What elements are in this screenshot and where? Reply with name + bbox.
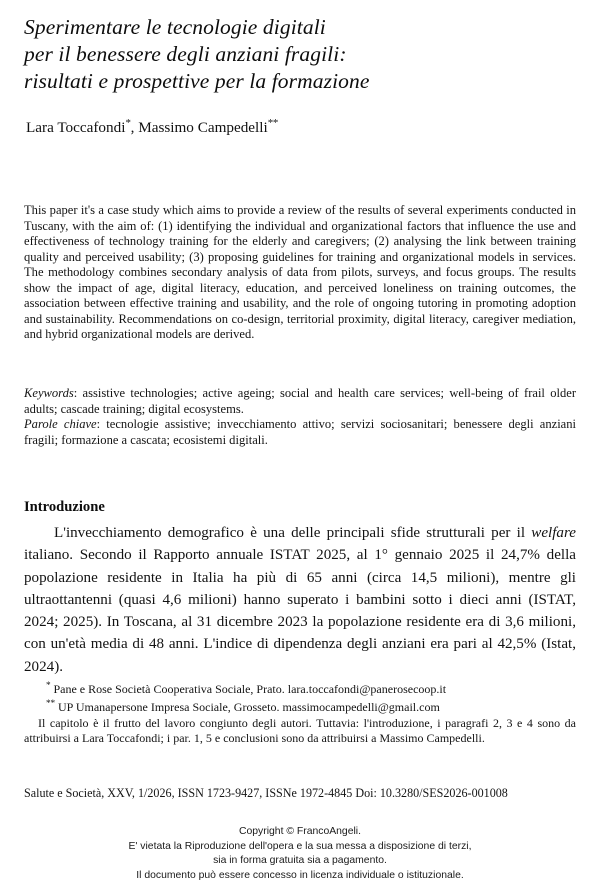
abstract-text: This paper it's a case study which aims to provide a review of the results of several experiments conducted in Tuscany, with the aim of: (1) identifying the individual and organizational factors that influence the use and effectiveness of technology training for the elderly and caregivers; (2) analysing the link between training quality and perceived usability; (3) proposing guidelines for training and organizational models in services. The methodology combines secondary analysis of data from pilots, surveys, and focus groups. The results show the impact of age, digital literacy, education, and perceived loneliness on training outcomes, the association between effective training and usability, and the role of ongoing tutoring in promoting adoption and sustainability. Recommendations on co-design, territorial proximity, digital literacy, caregiver mediation, and hybrid organizational models are derived. <box>24 203 576 342</box>
keywords-block <box>24 386 576 448</box>
author-footnote-marker-first: * <box>125 117 131 129</box>
copyright-footer <box>0 825 600 883</box>
title-line-3: risultati e prospettive per la formazione <box>24 69 370 93</box>
copyright-line-3: sia in forma gratuita sia a pagamento. <box>213 855 387 867</box>
footnote-affiliation-first <box>24 679 576 697</box>
body-content <box>24 522 576 678</box>
copyright-line-1: Copyright © FrancoAngeli. <box>238 826 361 837</box>
author-footnote-marker-second: ** <box>267 117 279 129</box>
copyright-line-2: E' vietata la Riproduzione dell'opera e la sua messa a disposizione di terzi, <box>128 840 472 852</box>
body-paragraph-1 <box>24 522 576 678</box>
body-emphasis-welfare: welfare <box>531 525 576 541</box>
keywords-english-label: Keywords <box>24 386 74 400</box>
keywords-english <box>24 386 576 417</box>
footnote-affiliation-second <box>24 697 576 715</box>
copyright-line-4: Il documento può essere concesso in licenza individuale o istituzionale. <box>136 869 464 881</box>
footnote-affiliation-second-text: UP Umanapersone Impresa Sociale, Grosseto. massimocampedelli@gmail.com <box>54 700 440 715</box>
keywords-italian-label: Parole chiave <box>24 417 97 432</box>
abstract-block <box>24 203 576 343</box>
author-name-first: Lara Toccafondi <box>26 119 126 137</box>
author-name-second: Massimo Campedelli <box>138 119 268 137</box>
page-title <box>24 14 564 95</box>
keywords-italian <box>24 417 576 448</box>
keywords-italian-text: : tecnologie assistive; invecchiamento attivo; servizi sociosanitari; benessere degli anziani fragili; formazione a cascata; ecosistemi digitali. <box>24 417 577 447</box>
section-heading-introduzione: Introduzione <box>24 499 105 516</box>
body-text-part-1: L'invecchiamento demografico è una delle principali sfide strutturali per il <box>54 525 532 541</box>
footnote-affiliation-first-text: Pane e Rose Società Cooperativa Sociale, Prato. lara.toccafondi@panerosecoop.it <box>50 682 447 696</box>
author-separator: , <box>130 119 139 137</box>
title-line-1: Sperimentare le tecnologie digitali <box>24 15 326 39</box>
author-byline <box>26 113 278 138</box>
body-text-part-2: italiano. Secondo il Rapporto annuale ISTAT 2025, al 1° gennaio 2025 il 24,7% della popolazione residente in Italia ha più di 65 anni (circa 14,5 milioni), mentre gli ultraottantenni (quasi 4,6 milioni) hanno superato i bambini sotto i dieci anni (ISTAT, 2024; 2025). In Toscana, al 31 dicembre 2023 la popolazione residente era di 3,6 milioni, con un'età media di 48 anni. L'indice di dipendenza degli anziani era pari al 42,5% (Istat, 2024). <box>24 547 576 675</box>
keywords-english-text: : assistive technologies; active ageing; social and health care services; well-being of frail older adults; cascade training; digital ecosystems. <box>24 386 576 416</box>
footnote-marker-first: * <box>46 681 51 691</box>
title-line-2: per il benessere degli anziani fragili: <box>24 42 347 66</box>
footnotes-block <box>24 679 576 746</box>
journal-citation: Salute e Società, XXV, 1/2026, ISSN 1723-9427, ISSNe 1972-4845 Doi: 10.3280/SES2026-001008 <box>24 786 508 800</box>
footnote-authorship-note: Il capitolo è il frutto del lavoro congiunto degli autori. Tuttavia: l'introduzione, i paragrafi 2, 3 e 4 sono da attribuirsi a Lara Toccafondi; i par. 1, 5 e conclusioni sono da attribuirsi a Massimo Campedelli. <box>24 715 576 745</box>
footnote-marker-second: ** <box>46 699 55 710</box>
